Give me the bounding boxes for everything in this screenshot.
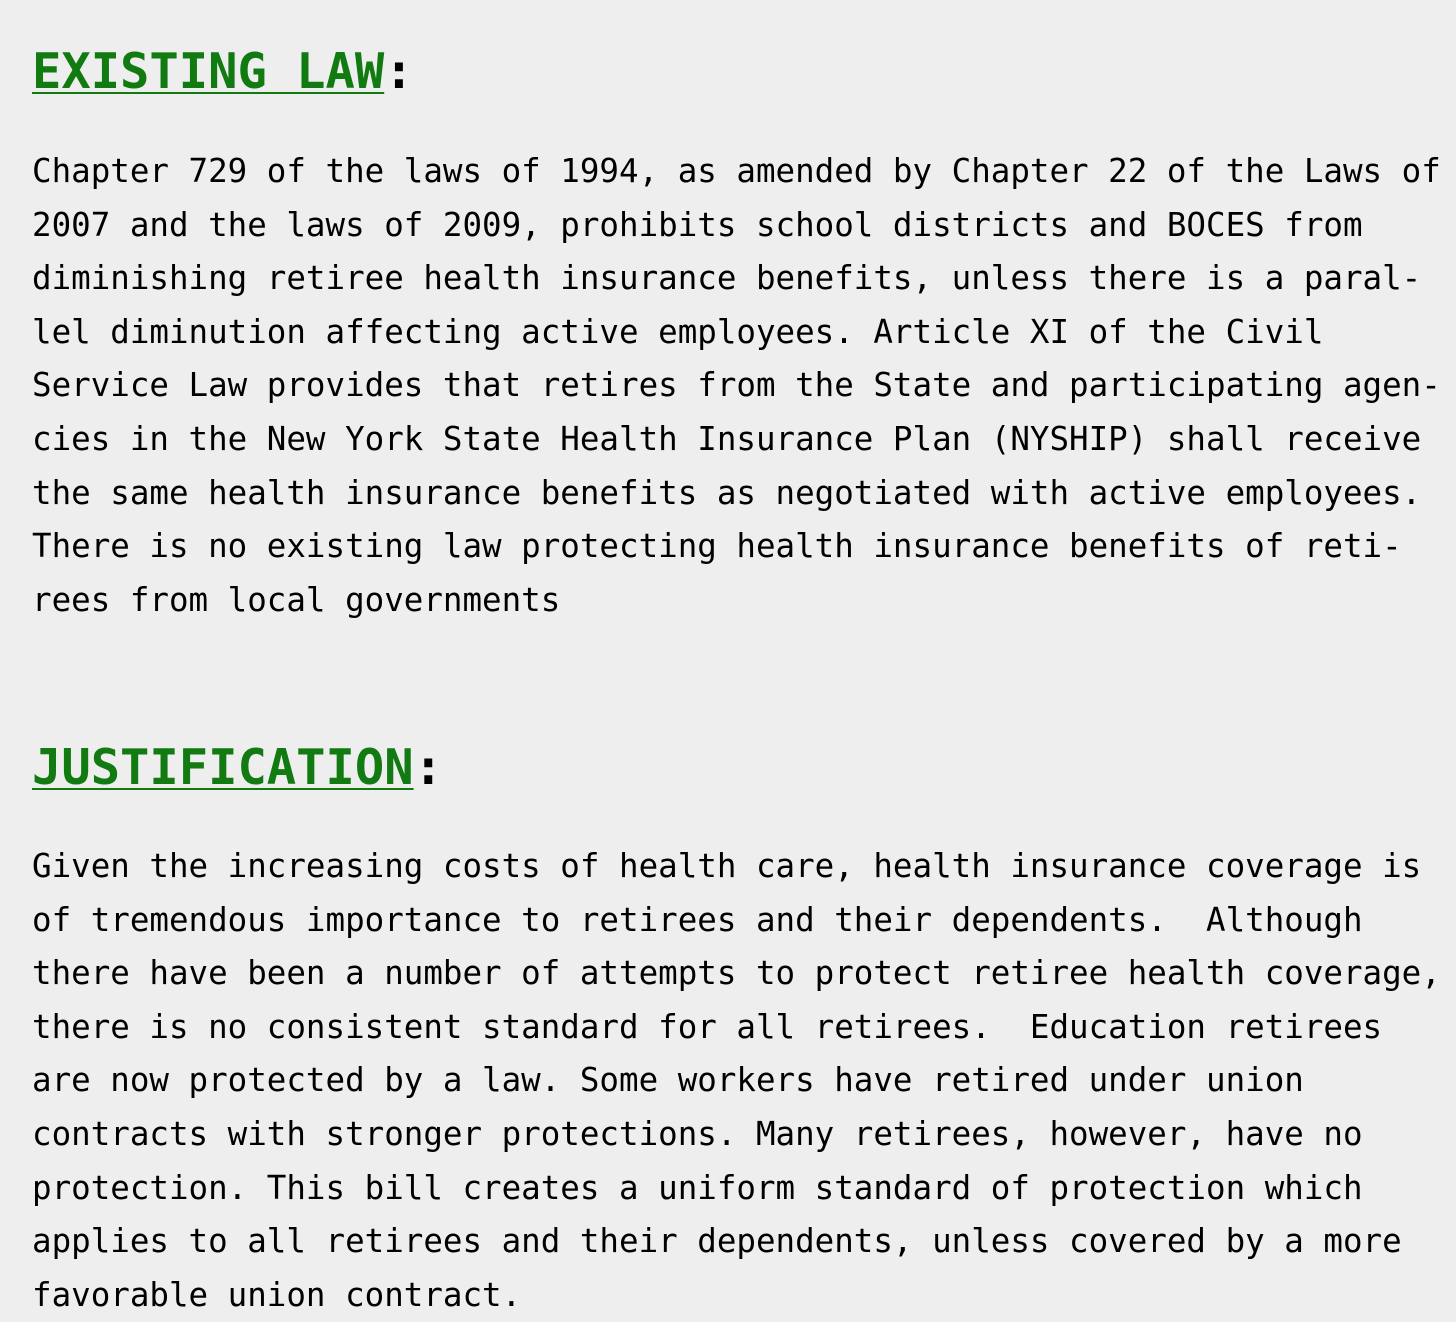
- paragraph-line: favorable union contract.: [32, 1275, 522, 1314]
- paragraph-line: rees from local governments: [32, 580, 561, 619]
- existing-law-heading-label: EXISTING LAW: [32, 44, 385, 100]
- paragraph-line: protection. This bill creates a uniform standard of protection which: [32, 1168, 1363, 1207]
- paragraph-line: Service Law provides that retires from the State and participating agen-: [32, 366, 1441, 405]
- justification-paragraph: [32, 840, 1441, 1322]
- paragraph-line: the same health insurance benefits as negotiated with active employees.: [32, 473, 1422, 512]
- paragraph-line: There is no existing law protecting health insurance benefits of reti-: [32, 527, 1402, 566]
- paragraph-line: contracts with stronger protections. Many retirees, however, have no: [32, 1114, 1363, 1153]
- paragraph-line: are now protected by a law. Some workers have retired under union: [32, 1061, 1304, 1100]
- paragraph-line: 2007 and the laws of 2009, prohibits school districts and BOCES from: [32, 205, 1363, 244]
- justification-heading-colon: :: [413, 740, 443, 796]
- paragraph-line: of tremendous importance to retirees and their dependents. Although: [32, 900, 1363, 939]
- paragraph-line: there is no consistent standard for all retirees. Education retirees: [32, 1007, 1383, 1046]
- paragraph-line: Chapter 729 of the laws of 1994, as amended by Chapter 22 of the Laws of: [32, 152, 1441, 190]
- existing-law-heading: [32, 44, 414, 100]
- paragraph-line: applies to all retirees and their dependents, unless covered by a more: [32, 1222, 1402, 1261]
- paragraph-line: lel diminution affecting active employees. Article XI of the Civil: [32, 312, 1324, 351]
- paragraph-line: there have been a number of attempts to protect retiree health coverage,: [32, 954, 1441, 993]
- justification-heading-label: JUSTIFICATION: [32, 740, 414, 796]
- justification-heading: [32, 740, 443, 796]
- existing-law-heading-colon: :: [384, 44, 414, 100]
- existing-law-paragraph: [32, 145, 1441, 627]
- paragraph-line: cies in the New York State Health Insurance Plan (NYSHIP) shall receive: [32, 419, 1422, 458]
- paragraph-line: Given the increasing costs of health care, health insurance coverage is: [32, 847, 1422, 885]
- paragraph-line: diminishing retiree health insurance benefits, unless there is a paral-: [32, 259, 1422, 298]
